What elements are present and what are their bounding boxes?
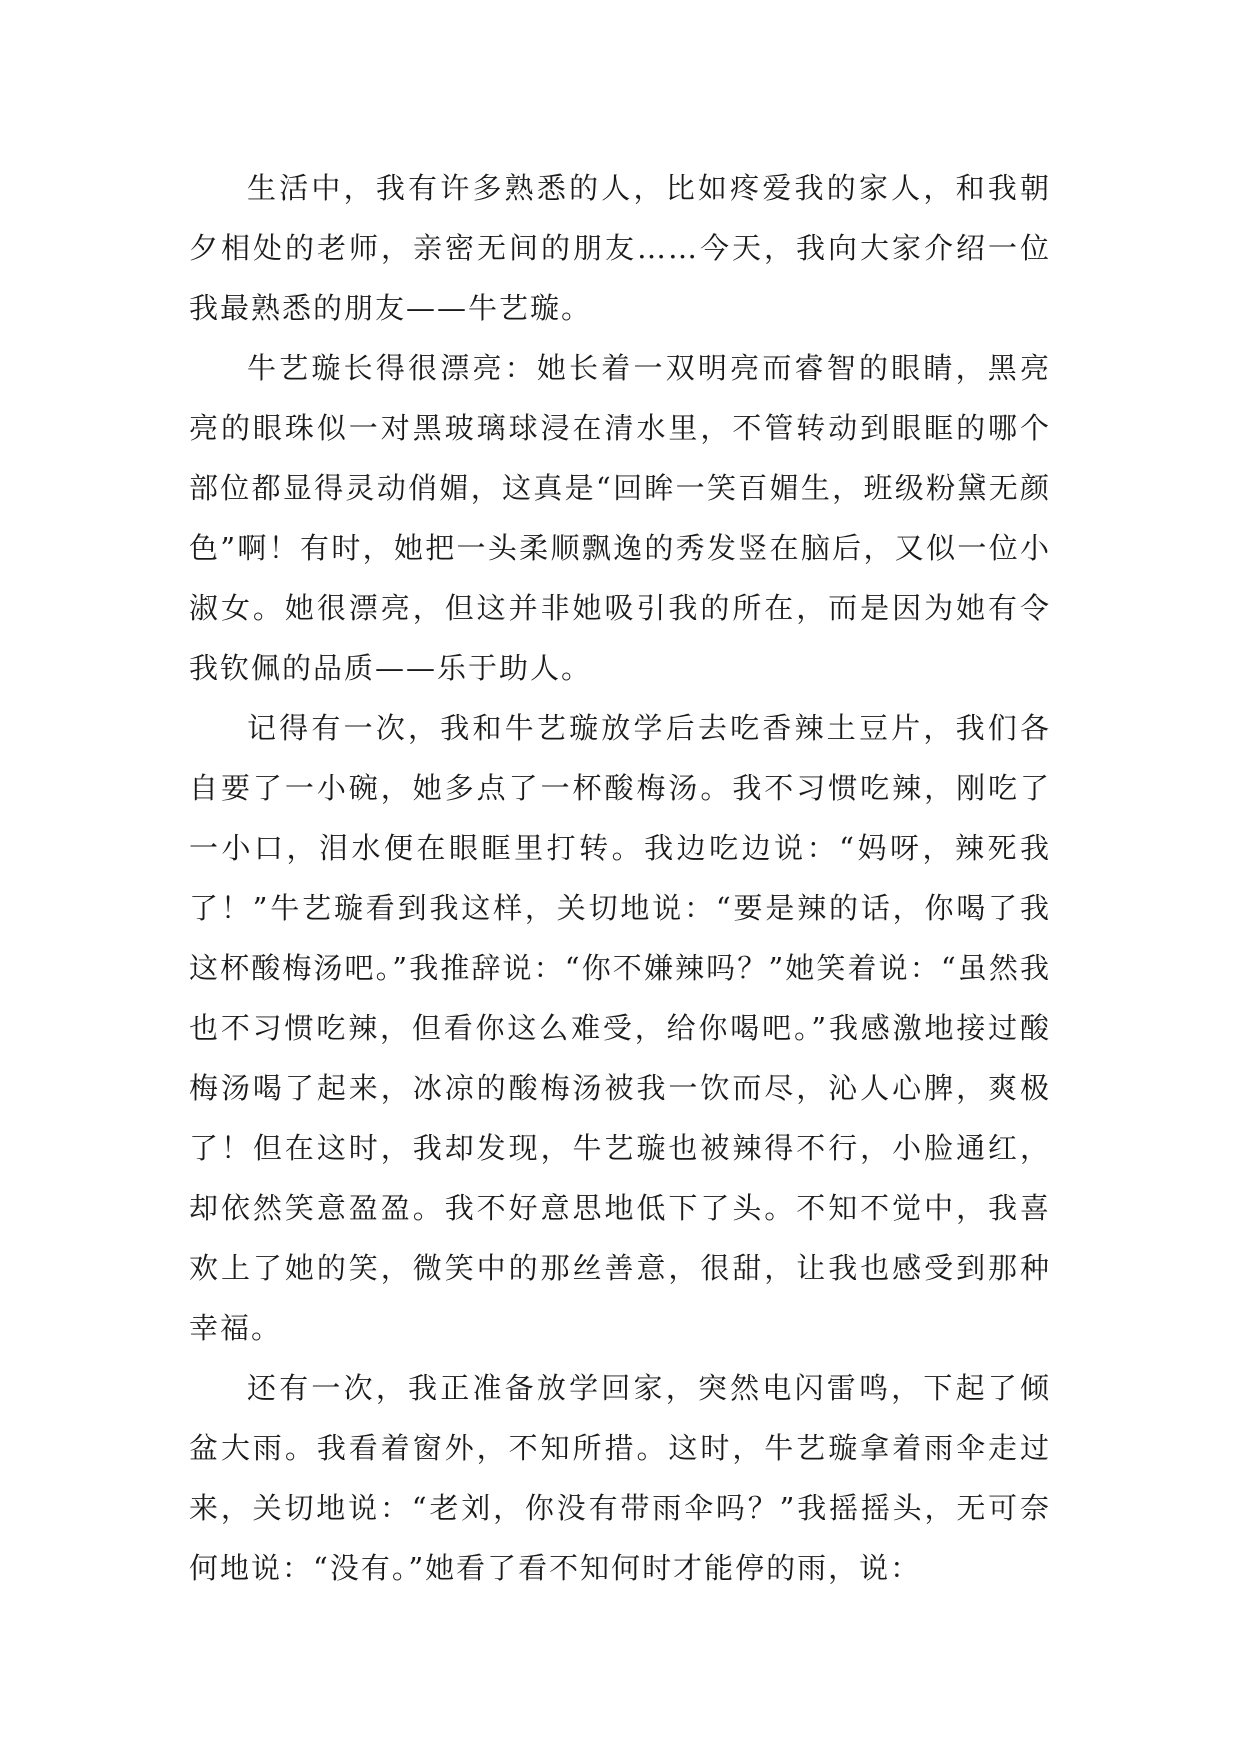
essay-body	[189, 158, 1051, 1598]
paragraph-4: 还有一次，我正准备放学回家，突然电闪雷鸣，下起了倾盆大雨。我看着窗外，不知所措。这时，牛艺璇拿着雨伞走过来，关切地说：“老刘，你没有带雨伞吗？”我摇摇头，无可奈何地说：“没有。”她看了看不知何时才能停的雨，说：	[189, 1371, 1051, 1585]
paragraph-2: 牛艺璇长得很漂亮：她长着一双明亮而睿智的眼睛，黑亮亮的眼珠似一对黑玻璃球浸在清水里，不管转动到眼眶的哪个部位都显得灵动俏媚，这真是“回眸一笑百媚生，班级粉黛无颜色”啊！有时，她把一头柔顺飘逸的秀发竖在脑后，又似一位小淑女。她很漂亮，但这并非她吸引我的所在，而是因为她有令我钦佩的品质——乐于助人。	[189, 351, 1051, 685]
paragraph-3: 记得有一次，我和牛艺璇放学后去吃香辣土豆片，我们各自要了一小碗，她多点了一杯酸梅汤。我不习惯吃辣，刚吃了一小口，泪水便在眼眶里打转。我边吃边说：“妈呀，辣死我了！”牛艺璇看到我这样，关切地说：“要是辣的话，你喝了我这杯酸梅汤吧。”我推辞说：“你不嫌辣吗？”她笑着说：“虽然我也不习惯吃辣，但看你这么难受，给你喝吧。”我感激地接过酸梅汤喝了起来，冰凉的酸梅汤被我一饮而尽，沁人心脾，爽极了！但在这时，我却发现，牛艺璇也被辣得不行，小脸通红，却依然笑意盈盈。我不好意思地低下了头。不知不觉中，我喜欢上了她的笑，微笑中的那丝善意，很甜，让我也感受到那种幸福。	[189, 711, 1051, 1345]
paragraph-1: 生活中，我有许多熟悉的人，比如疼爱我的家人，和我朝夕相处的老师，亲密无间的朋友……今天，我向大家介绍一位我最熟悉的朋友——牛艺璇。	[189, 171, 1051, 325]
